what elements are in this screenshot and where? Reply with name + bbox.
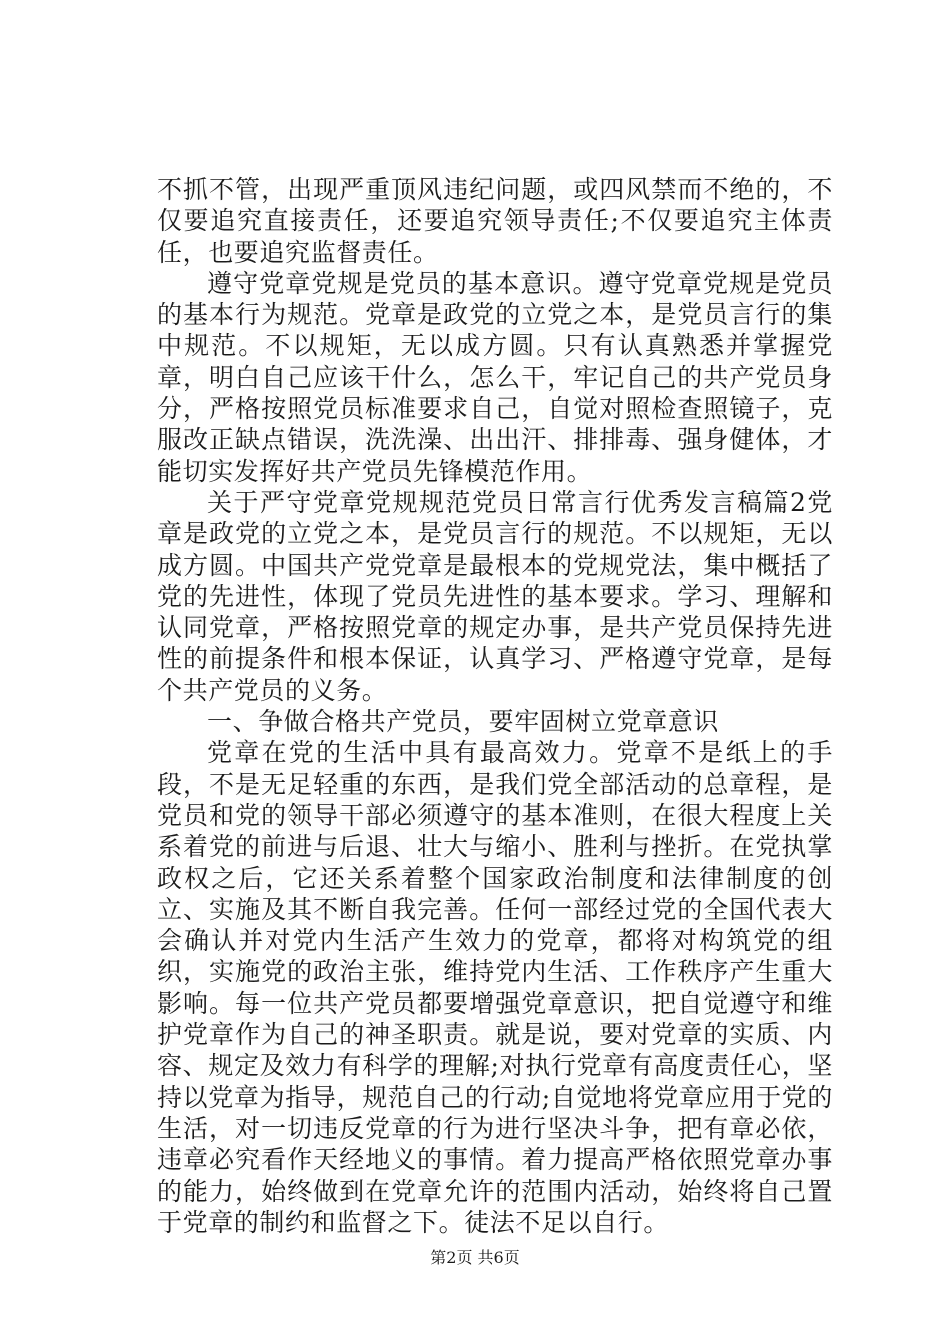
paragraph-3: 关于严守党章党规规范党员日常言行优秀发言稿篇2党章是政党的立党之本，是党员言行的规范。不以规矩，无以成方圆。中国共产党党章是最根本的党规党法，集中概括了党的先进性，体现了党员先进性的基本要求。学习、理解和认同党章，严格按照党章的规定办事，是共产党员保持先进性的前提条件和根本保证，认真学习、严格遵守党章，是每个共产党员的义务。 bbox=[157, 487, 833, 705]
paragraph-1: 不抓不管，出现严重顶风违纪问题，或四风禁而不绝的，不仅要追究直接责任，还要追究领导责任;不仅要追究主体责任，也要追究监督责任。 bbox=[157, 175, 833, 267]
paragraph-4: 党章在党的生活中具有最高效力。党章不是纸上的手段，不是无足轻重的东西，是我们党全部活动的总章程，是党员和党的领导干部必须遵守的基本准则，在很大程度上关系着党的前进与后退、壮大与缩小、胜利与挫折。在党执掌政权之后，它还关系着整个国家政治制度和法律制度的创立、实施及其不断自我完善。任何一部经过党的全国代表大会确认并对党内生活产生效力的党章，都将对构筑党的组织，实施党的政治主张，维持党内生活、工作秩序产生重大影响。每一位共产党员都要增强党章意识，把自觉遵守和维护党章作为自己的神圣职责。就是说，要对党章的实质、内容、规定及效力有科学的理解;对执行党章有高度责任心，坚持以党章为指导，规范自己的行动;自觉地将党章应用于党的生活，对一切违反党章的行为进行坚决斗争，把有章必依，违章必究看作天经地义的事情。着力提高严格依照党章办事的能力，始终做到在党章允许的范围内活动，始终将自己置于党章的制约和监督之下。徒法不足以自行。 bbox=[157, 738, 833, 1237]
paragraph-2: 遵守党章党规是党员的基本意识。遵守党章党规是党员的基本行为规范。党章是政党的立党之本，是党员言行的集中规范。不以规矩，无以成方圆。只有认真熟悉并掌握党章，明白自己应该干什么，怎么干，牢记自己的共产党员身分，严格按照党员标准要求自己，自觉对照检查照镜子，克服改正缺点错误，洗洗澡、出出汗、排排毒、强身健体，才能切实发挥好共产党员先锋模范作用。 bbox=[157, 268, 833, 486]
document-body bbox=[157, 174, 833, 1238]
page-number-footer: 第2页 共6页 bbox=[430, 1248, 520, 1267]
section-heading: 一、争做合格共产党员，要牢固树立党章意识 bbox=[207, 707, 720, 737]
